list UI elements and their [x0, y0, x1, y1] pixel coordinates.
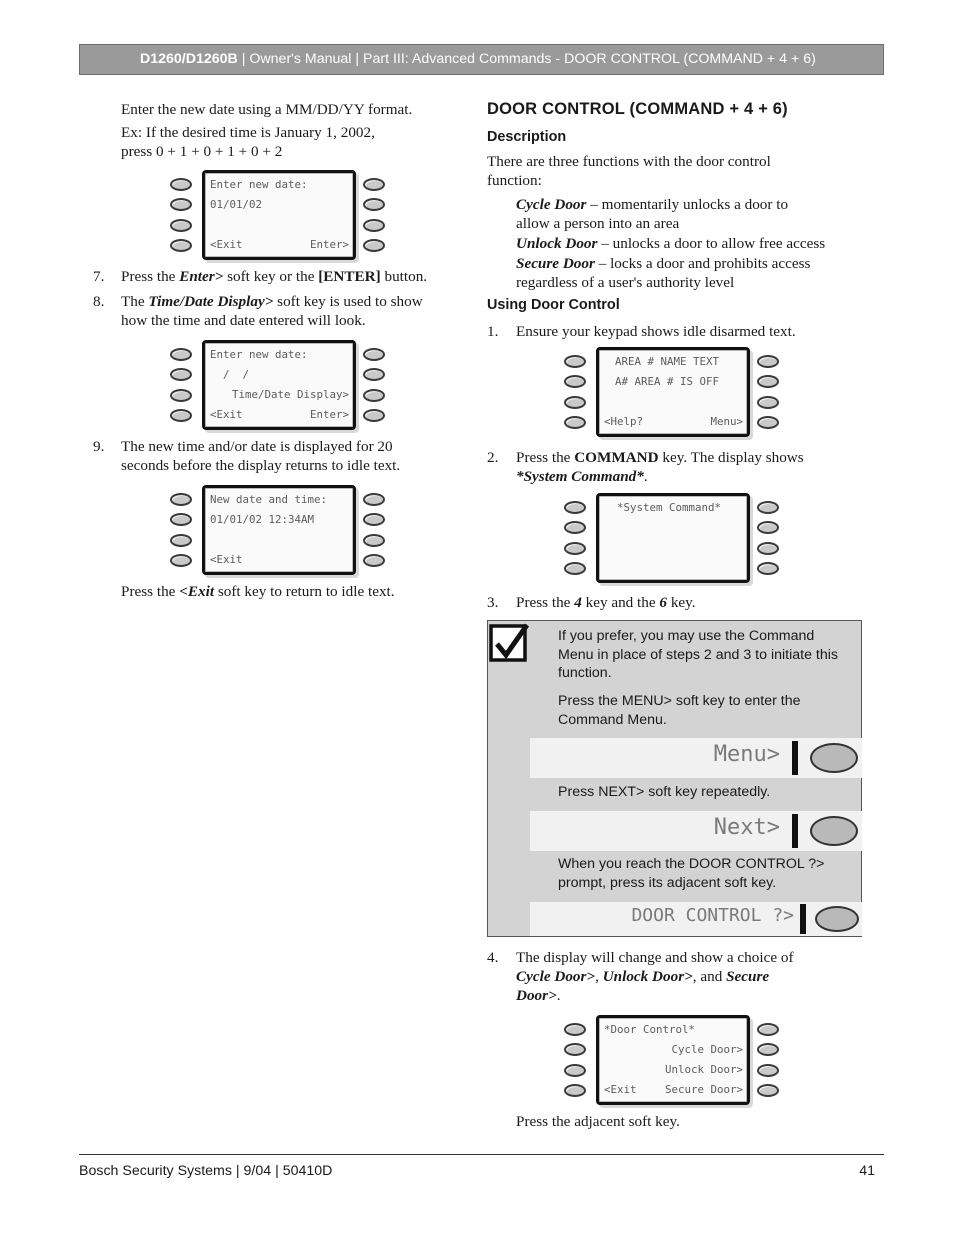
soft-key — [564, 1043, 586, 1056]
keypad-display — [596, 493, 750, 583]
step-1: Ensure your keypad shows idle disarmed text. — [516, 323, 796, 340]
door-control-display-label: DOOR CONTROL ?> — [631, 905, 794, 926]
soft-key — [564, 1064, 586, 1077]
display-line: A# AREA # IS OFF — [615, 375, 720, 388]
soft-key — [363, 219, 385, 232]
soft-key — [170, 239, 192, 252]
step-8 — [121, 292, 423, 311]
text: key. — [667, 594, 696, 611]
function-secure-door-line-2: regardless of a user's authority level — [516, 274, 735, 291]
soft-key — [170, 348, 192, 361]
keypad-time-date-display — [170, 340, 392, 432]
soft-key — [757, 521, 779, 534]
next-display-label: Next> — [713, 815, 780, 840]
display-line — [604, 1061, 743, 1078]
keypad-system-command — [564, 493, 786, 585]
soft-key — [363, 348, 385, 361]
display-line — [210, 386, 349, 403]
keypad-new-date-time — [170, 485, 392, 577]
step-9-line-1: The new time and/or date is displayed for 20 — [121, 438, 393, 455]
keypad-display — [596, 347, 750, 437]
soft-key-name: Time/Date Display> — [148, 293, 274, 310]
exit-instruction — [121, 582, 395, 601]
step-number: 2. — [487, 449, 499, 466]
text: – momentarily unlocks a door to — [586, 196, 789, 213]
display-line: Enter new date: — [210, 348, 308, 361]
text: key. The display shows — [658, 449, 804, 466]
soft-key — [363, 493, 385, 506]
display-left: <Exit — [604, 1083, 637, 1096]
soft-key — [363, 178, 385, 191]
key-name: 4 — [574, 594, 582, 611]
keypad-display — [202, 485, 356, 575]
text: Press the — [516, 449, 575, 466]
note-paragraph-3: Press NEXT> soft key repeatedly. — [558, 784, 771, 800]
display-left: <Exit — [210, 238, 243, 251]
step-4-line-1: The display will change and show a choice of — [516, 949, 794, 966]
soft-key — [757, 501, 779, 514]
display-line: *System Command* — [617, 501, 722, 514]
footer-text: Bosch Security Systems | 9/04 | 50410D — [79, 1163, 333, 1179]
soft-key — [564, 396, 586, 409]
header-title: | Owner's Manual | Part III: Advanced Commands - DOOR CONTROL (COMMAND + 4 + 6) — [237, 51, 816, 67]
text: soft key or the — [223, 268, 319, 285]
step-2-line-2 — [516, 467, 648, 486]
soft-key — [170, 178, 192, 191]
next-soft-key — [810, 816, 858, 846]
soft-key — [170, 368, 192, 381]
soft-key — [757, 396, 779, 409]
note-paragraph-4: When you reach the DOOR CONTROL ?> prompt, press its adjacent soft key. — [558, 856, 825, 891]
soft-key — [757, 562, 779, 575]
soft-key — [170, 389, 192, 402]
soft-key — [564, 375, 586, 388]
text: soft key is used to show — [273, 293, 423, 310]
step-9-line-2: seconds before the display returns to idle text. — [121, 457, 401, 474]
text: – unlocks a door to allow free access — [597, 235, 826, 252]
intro-line-1: Enter the new date using a MM/DD/YY format. — [121, 101, 413, 118]
soft-key-name: <Exit — [179, 583, 215, 600]
soft-key — [564, 416, 586, 429]
keypad-display — [202, 340, 356, 430]
soft-key — [564, 501, 586, 514]
soft-key — [757, 355, 779, 368]
display-line — [210, 236, 349, 253]
function-cycle-door-line-2: allow a person into an area — [516, 215, 680, 232]
text: key and the — [581, 594, 660, 611]
key-name: 6 — [659, 594, 668, 611]
display-text: *System Command* — [516, 468, 644, 485]
function-cycle-door — [516, 195, 788, 214]
step-number: 7. — [93, 268, 105, 285]
display-line: New date and time: — [210, 493, 328, 506]
text: . — [556, 987, 561, 1004]
key-name: [ENTER] — [318, 268, 381, 285]
final-instruction: Press the adjacent soft key. — [516, 1113, 680, 1130]
soft-key — [564, 521, 586, 534]
text: – locks a door and prohibits access — [594, 255, 811, 272]
menu-soft-key-illustration — [530, 738, 862, 778]
step-4-line-2 — [516, 967, 769, 986]
soft-key — [564, 542, 586, 555]
display-line: AREA # NAME TEXT — [615, 355, 720, 368]
display-left: <Help? — [604, 415, 644, 428]
function-name: Cycle Door — [516, 196, 587, 213]
step-4-line-3 — [516, 986, 561, 1005]
door-control-soft-key — [815, 906, 859, 932]
soft-key-name: Door> — [516, 987, 557, 1004]
step-number: 8. — [93, 293, 105, 310]
step-7 — [121, 267, 427, 286]
text: The — [121, 293, 149, 310]
display-line — [604, 413, 743, 430]
soft-key — [363, 368, 385, 381]
menu-display-label: Menu> — [713, 742, 780, 767]
description-line-2: function: — [487, 172, 542, 189]
soft-key-name: Unlock Door> — [602, 968, 693, 985]
soft-key-name: Cycle Door> — [516, 968, 596, 985]
soft-key — [363, 409, 385, 422]
key-name: COMMAND — [574, 449, 659, 466]
display-right: Time/Date Display> — [231, 388, 349, 401]
soft-key — [757, 1043, 779, 1056]
intro-line-2: Ex: If the desired time is January 1, 2002, — [121, 124, 375, 141]
text: . — [643, 468, 648, 485]
intro-line-3: press 0 + 1 + 0 + 1 + 0 + 2 — [121, 143, 283, 160]
section-title: DOOR CONTROL (COMMAND + 4 + 6) — [487, 100, 788, 118]
soft-key-name: Enter> — [179, 268, 224, 285]
display-right: Secure Door> — [664, 1083, 743, 1096]
soft-key — [564, 1023, 586, 1036]
checkbox-check-icon — [489, 622, 531, 664]
step-number: 9. — [93, 438, 105, 455]
display-right: Cycle Door> — [671, 1043, 743, 1056]
display-line: Enter new date: — [210, 178, 308, 191]
description-line-1: There are three functions with the door control — [487, 153, 771, 170]
step-number: 3. — [487, 594, 499, 611]
soft-key — [170, 493, 192, 506]
keypad-display — [202, 170, 356, 260]
footer-divider — [79, 1154, 884, 1155]
step-number: 1. — [487, 323, 499, 340]
soft-key — [363, 239, 385, 252]
step-8-line-2: how the time and date entered will look. — [121, 312, 366, 329]
soft-key — [564, 562, 586, 575]
text: Press the — [121, 268, 180, 285]
soft-key — [170, 534, 192, 547]
display-edge — [792, 741, 798, 775]
keypad-idle-text — [564, 347, 786, 439]
page-header — [79, 44, 884, 75]
page-number: 41 — [859, 1163, 875, 1179]
text: , — [595, 968, 603, 985]
keypad-enter-date — [170, 170, 392, 262]
step-2 — [516, 448, 804, 467]
next-soft-key-illustration — [530, 811, 862, 851]
display-line: 01/01/02 12:34AM — [210, 513, 315, 526]
header-model: D1260/D1260B — [140, 51, 238, 67]
soft-key-name: Secure — [726, 968, 770, 985]
menu-soft-key — [810, 743, 858, 773]
door-control-soft-key-illustration — [530, 902, 862, 936]
display-right: Menu> — [710, 415, 743, 428]
soft-key — [363, 513, 385, 526]
soft-key — [363, 198, 385, 211]
using-heading: Using Door Control — [487, 297, 620, 313]
display-line — [604, 1041, 743, 1058]
step-3 — [516, 593, 696, 612]
text: Press the — [516, 594, 575, 611]
soft-key — [757, 416, 779, 429]
description-heading: Description — [487, 129, 567, 145]
display-line: *Door Control* — [604, 1023, 696, 1036]
display-line: / / — [210, 368, 250, 381]
note-paragraph-2: Press the MENU> soft key to enter the Command Menu. — [558, 693, 801, 728]
soft-key — [363, 554, 385, 567]
soft-key — [170, 409, 192, 422]
text: , and — [692, 968, 727, 985]
keypad-door-control — [564, 1015, 786, 1107]
text: Press the — [121, 583, 180, 600]
soft-key — [757, 375, 779, 388]
soft-key — [170, 554, 192, 567]
display-right: Enter> — [309, 238, 349, 251]
soft-key — [363, 534, 385, 547]
display-edge — [800, 904, 806, 934]
display-right: Unlock Door> — [664, 1063, 743, 1076]
soft-key — [170, 219, 192, 232]
soft-key — [757, 542, 779, 555]
text: soft key to return to idle text. — [214, 583, 395, 600]
note-paragraph-1: If you prefer, you may use the Command Menu in place of steps 2 and 3 to initiate this function. — [558, 628, 838, 681]
function-name: Secure Door — [516, 255, 595, 272]
soft-key — [564, 1084, 586, 1097]
display-line — [604, 1081, 743, 1098]
display-line — [210, 406, 349, 423]
soft-key — [757, 1023, 779, 1036]
soft-key — [170, 513, 192, 526]
soft-key — [757, 1064, 779, 1077]
function-name: Unlock Door — [516, 235, 598, 252]
keypad-display — [596, 1015, 750, 1105]
soft-key — [757, 1084, 779, 1097]
function-unlock-door — [516, 234, 825, 253]
tip-note-box — [487, 620, 862, 937]
display-line: 01/01/02 — [210, 198, 263, 211]
function-secure-door — [516, 254, 810, 273]
step-number: 4. — [487, 949, 499, 966]
display-edge — [792, 814, 798, 848]
soft-key — [564, 355, 586, 368]
text: button. — [380, 268, 428, 285]
display-line: <Exit — [210, 553, 243, 566]
soft-key — [363, 389, 385, 402]
soft-key — [170, 198, 192, 211]
display-right: Enter> — [309, 408, 349, 421]
display-left: <Exit — [210, 408, 243, 421]
